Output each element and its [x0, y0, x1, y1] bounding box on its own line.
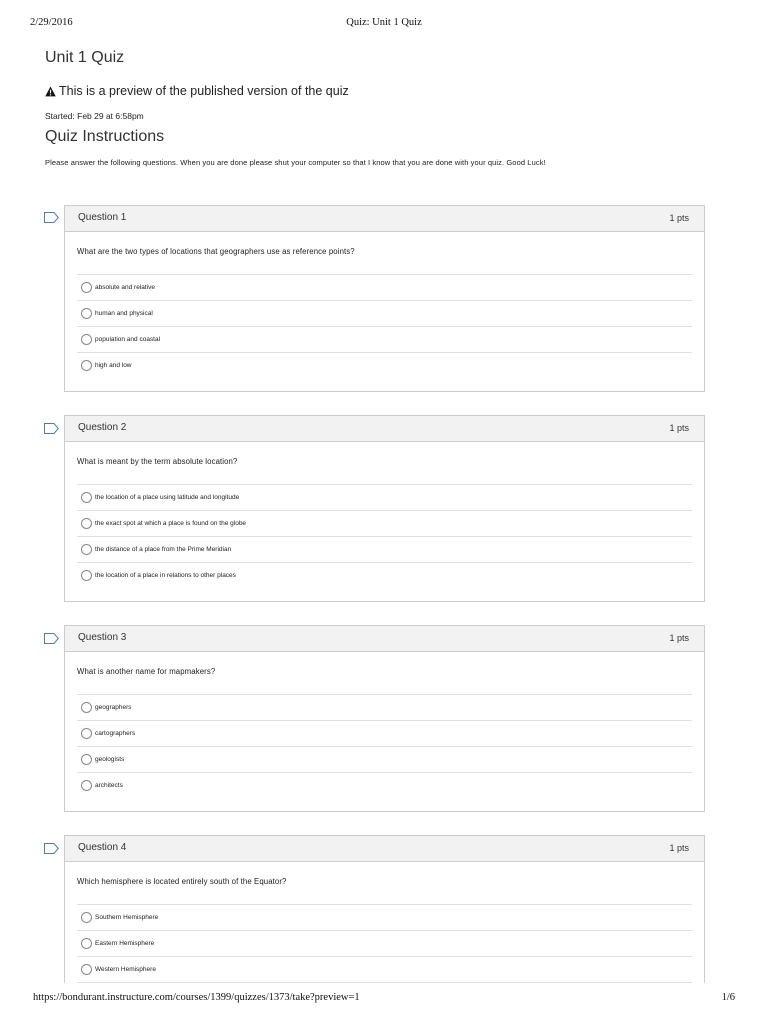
question-text: What are the two types of locations that geographers use as reference points? [77, 247, 355, 256]
answer-option[interactable] [77, 904, 692, 930]
answer-label: high and low [95, 362, 132, 369]
question-points: 1 pts [669, 213, 689, 223]
print-title: Quiz: Unit 1 Quiz [346, 17, 422, 28]
question-header [65, 836, 704, 862]
question-number: Question 2 [78, 422, 127, 433]
answer-option[interactable] [77, 562, 692, 588]
answer-option[interactable] [77, 720, 692, 746]
answer-option[interactable] [77, 694, 692, 720]
radio-button[interactable] [81, 964, 92, 975]
question-text: Which hemisphere is located entirely south of the Equator? [77, 877, 287, 886]
question-header [65, 206, 704, 232]
radio-button[interactable] [81, 360, 92, 371]
instructions-text: Please answer the following questions. When you are done please shut your computer so that I know that you are done with your quiz. Good Luck! [45, 158, 546, 167]
answer-label: geologists [95, 756, 125, 763]
radio-button[interactable] [81, 492, 92, 503]
answer-label: absolute and relative [95, 284, 155, 291]
answer-label: the exact spot at which a place is found on the globe [95, 520, 247, 527]
radio-button[interactable] [81, 728, 92, 739]
answer-option[interactable] [77, 930, 692, 956]
question-number: Question 4 [78, 842, 127, 853]
radio-button[interactable] [81, 334, 92, 345]
question-points: 1 pts [669, 843, 689, 853]
radio-button[interactable] [81, 544, 92, 555]
answer-option[interactable] [77, 274, 692, 300]
radio-button[interactable] [81, 282, 92, 293]
radio-button[interactable] [81, 518, 92, 529]
question-card [64, 835, 705, 983]
question-number: Question 3 [78, 632, 127, 643]
print-header [0, 17, 768, 31]
question-header [65, 416, 704, 442]
answer-label: population and coastal [95, 336, 161, 343]
flag-question-icon[interactable] [44, 212, 59, 223]
answer-label: Western Hemisphere [95, 966, 156, 973]
question-header [65, 626, 704, 652]
answer-option[interactable] [77, 300, 692, 326]
question-card [64, 415, 705, 602]
preview-notice [45, 84, 349, 98]
print-date: 2/29/2016 [30, 17, 73, 28]
question-card [64, 205, 705, 392]
answer-divider [77, 982, 692, 983]
page-url: https://bondurant.instructure.com/courses/1399/quizzes/1373/take?preview=1 [33, 992, 360, 1003]
page-number: 1/6 [721, 992, 735, 1003]
answer-label: human and physical [95, 310, 153, 317]
question-number: Question 1 [78, 212, 127, 223]
question-points: 1 pts [669, 423, 689, 433]
print-footer [0, 992, 768, 1006]
radio-button[interactable] [81, 938, 92, 949]
flag-question-icon[interactable] [44, 633, 59, 644]
started-time: Started: Feb 29 at 6:58pm [45, 111, 144, 121]
question-text: What is meant by the term absolute location? [77, 457, 238, 466]
answer-label: Eastern Hemisphere [95, 940, 155, 947]
answer-label: the location of a place in relations to other places [95, 572, 236, 579]
question-points: 1 pts [669, 633, 689, 643]
radio-button[interactable] [81, 570, 92, 581]
radio-button[interactable] [81, 912, 92, 923]
answer-label: Southern Hemisphere [95, 914, 159, 921]
answer-label: the location of a place using latitude and longitude [95, 494, 240, 501]
answer-option[interactable] [77, 772, 692, 798]
flag-question-icon[interactable] [44, 843, 59, 854]
quiz-title: Unit 1 Quiz [45, 49, 125, 66]
instructions-title: Quiz Instructions [45, 128, 165, 145]
radio-button[interactable] [81, 308, 92, 319]
radio-button[interactable] [81, 780, 92, 791]
answer-label: the distance of a place from the Prime Meridian [95, 546, 232, 553]
flag-question-icon[interactable] [44, 423, 59, 434]
warning-icon [45, 86, 56, 97]
answer-label: cartographers [95, 730, 136, 737]
radio-button[interactable] [81, 754, 92, 765]
answer-option[interactable] [77, 746, 692, 772]
answer-option[interactable] [77, 510, 692, 536]
answer-option[interactable] [77, 326, 692, 352]
radio-button[interactable] [81, 702, 92, 713]
answer-option[interactable] [77, 484, 692, 510]
answer-option[interactable] [77, 956, 692, 982]
question-text: What is another name for mapmakers? [77, 667, 216, 676]
question-card [64, 625, 705, 812]
answer-option[interactable] [77, 536, 692, 562]
answer-option[interactable] [77, 352, 692, 378]
answer-label: architects [95, 782, 123, 789]
answer-label: geographers [95, 704, 132, 711]
preview-notice-text: This is a preview of the published version of the quiz [59, 84, 349, 98]
